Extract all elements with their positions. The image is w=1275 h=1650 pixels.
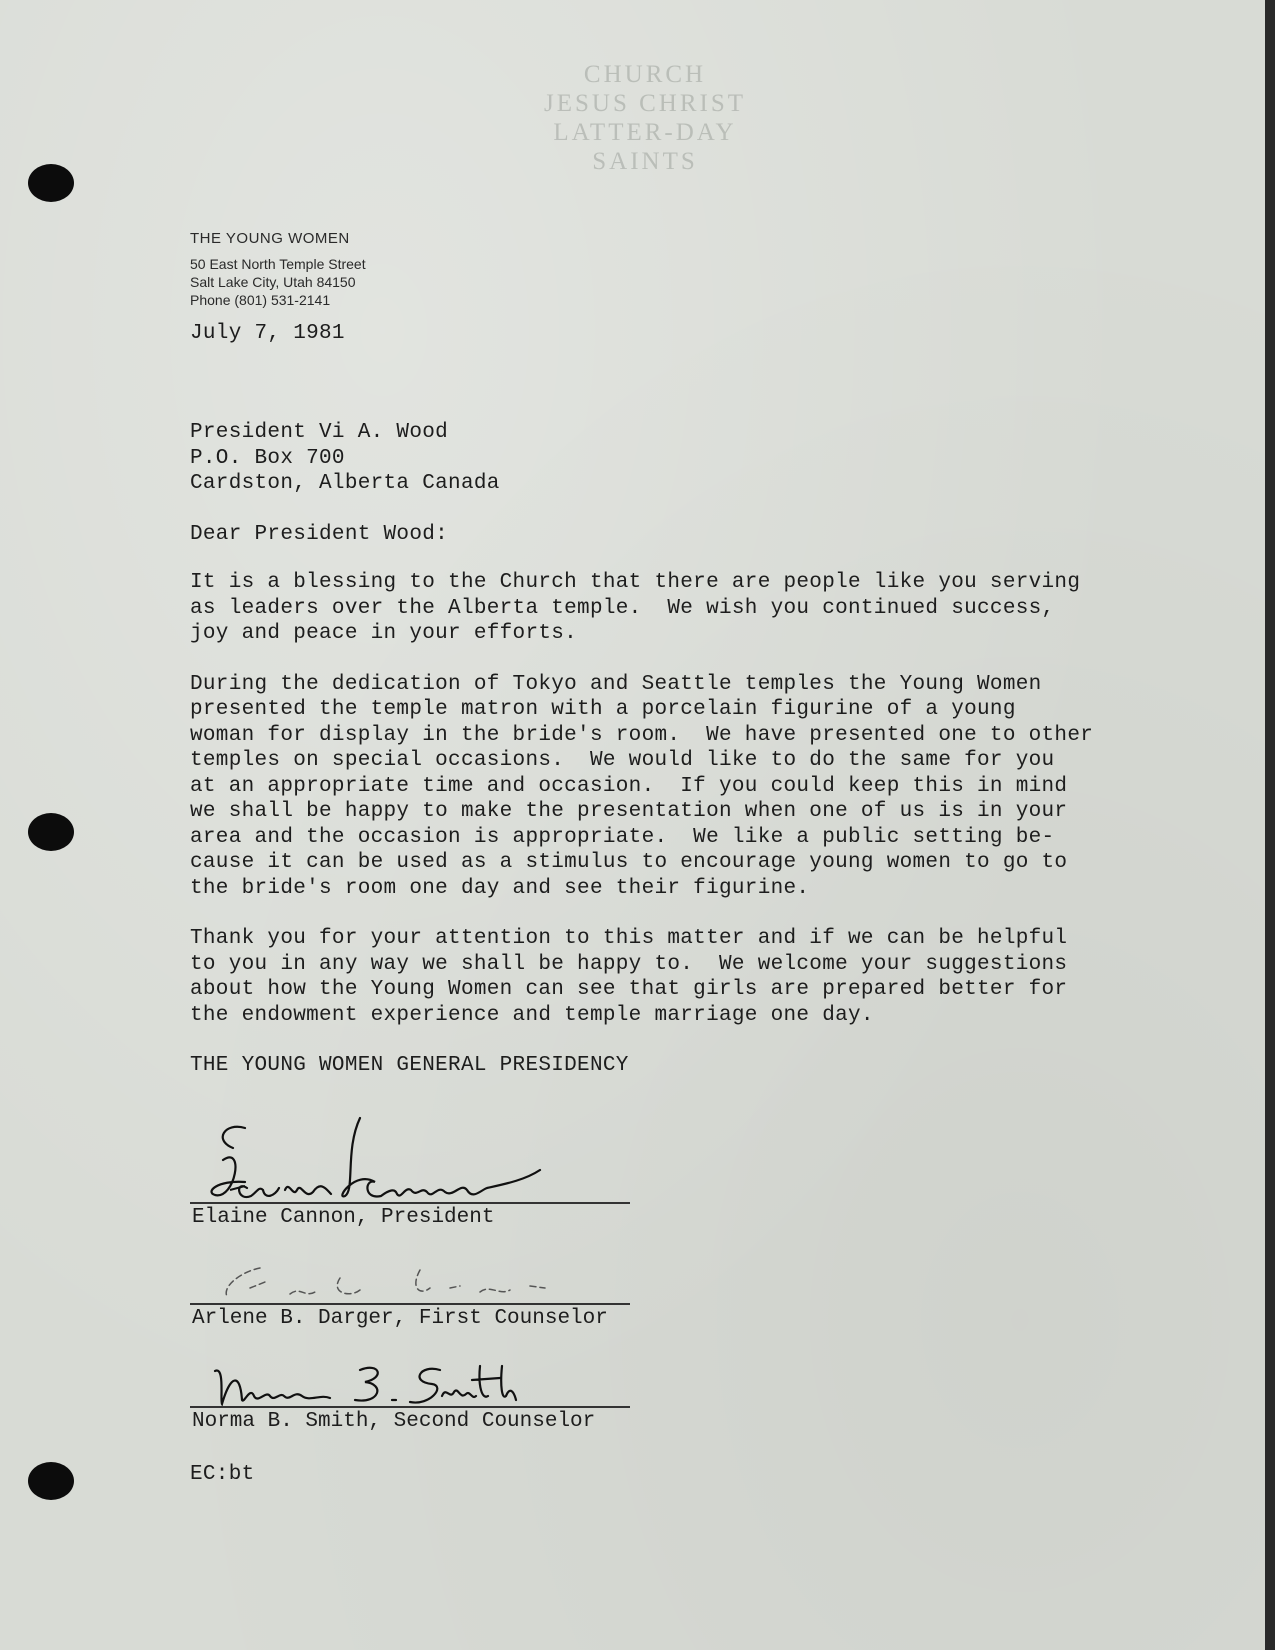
body-line: cause it can be used as a stimulus to encourage young women to go to: [190, 851, 1068, 874]
punch-hole-top: [28, 164, 74, 202]
body-line: woman for display in the bride's room. We have presented one to other: [190, 724, 1094, 747]
closing-presidency: THE YOUNG WOMEN GENERAL PRESIDENCY: [190, 1054, 629, 1077]
letterhead-organization: THE YOUNG WOMEN: [190, 230, 350, 247]
recipient-city: Cardston, Alberta Canada: [190, 472, 500, 495]
letter-date: July 7, 1981: [190, 322, 345, 345]
body-line: joy and peace in your efforts.: [190, 622, 578, 645]
punch-hole-middle: [28, 813, 74, 851]
watermark-line: JESUS CHRIST: [543, 90, 746, 117]
watermark-line: SAINTS: [592, 148, 698, 175]
body-line: the endowment experience and temple marriage one day.: [190, 1004, 874, 1027]
body-line: temples on special occasions. We would like to do the same for you: [190, 749, 1055, 772]
letterhead-address-line1: 50 East North Temple Street: [190, 256, 366, 272]
body-line: the bride's room one day and see their figurine.: [190, 877, 810, 900]
body-line: During the dedication of Tokyo and Seattle temples the Young Women: [190, 673, 1042, 696]
letterhead-address-line2: Salt Lake City, Utah 84150: [190, 274, 356, 290]
punch-hole-bottom: [28, 1462, 74, 1500]
watermark-line: CHURCH: [583, 61, 707, 88]
signatory-name-1: Elaine Cannon, President: [192, 1206, 495, 1229]
body-line: It is a blessing to the Church that there are people like you serving: [190, 571, 1081, 594]
signatory-name-2: Arlene B. Darger, First Counselor: [192, 1307, 608, 1330]
signature-arlene-darger: [210, 1258, 590, 1308]
body-line: we shall be happy to make the presentation when one of us is in your: [190, 800, 1068, 823]
body-line: as leaders over the Alberta temple. We wish you continued success,: [190, 597, 1055, 620]
church-watermark: [520, 60, 770, 176]
body-line: Thank you for your attention to this matter and if we can be helpful: [190, 927, 1068, 950]
body-line: at an appropriate time and occasion. If you could keep this in mind: [190, 775, 1068, 798]
salutation: Dear President Wood:: [190, 523, 449, 546]
body-line: presented the temple matron with a porcelain figurine of a young: [190, 698, 1016, 721]
signature-line-1: [190, 1202, 630, 1204]
page-edge-shadow: [1265, 0, 1275, 1650]
signature-elaine-cannon: [205, 1110, 575, 1210]
signature-line-3: [190, 1406, 630, 1408]
signature-line-2: [190, 1303, 630, 1305]
reference-initials: EC:bt: [190, 1463, 255, 1486]
letterhead-phone: Phone (801) 531-2141: [190, 292, 331, 308]
signatory-name-3: Norma B. Smith, Second Counselor: [192, 1410, 596, 1433]
letterhead: [190, 230, 366, 309]
body-line: to you in any way we shall be happy to. We welcome your suggestions: [190, 953, 1068, 976]
watermark-line: LATTER-DAY: [553, 119, 737, 146]
recipient-name: President Vi A. Wood: [190, 421, 449, 444]
recipient-box: P.O. Box 700: [190, 447, 345, 470]
body-line: area and the occasion is appropriate. We like a public setting be-: [190, 826, 1055, 849]
body-line: about how the Young Women can see that girls are prepared better for: [190, 978, 1068, 1001]
